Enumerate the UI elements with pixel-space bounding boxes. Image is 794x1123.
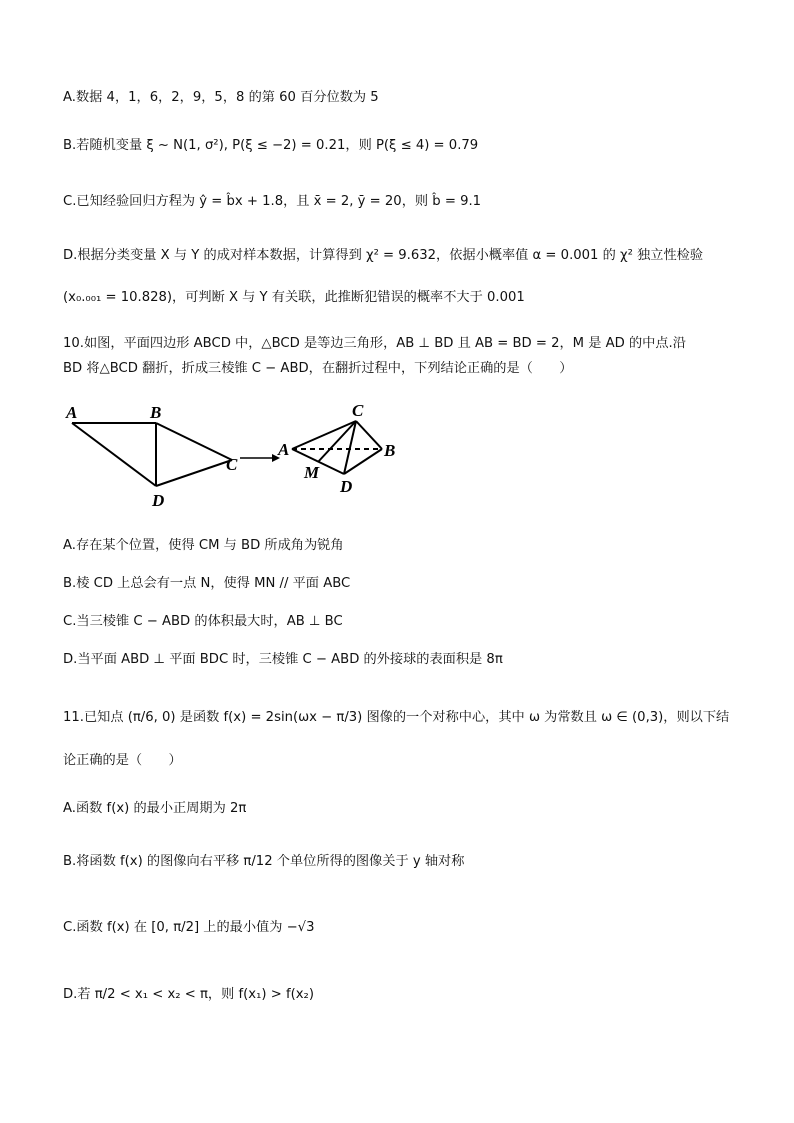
q11-stem-line2: 论正确的是（ ） (63, 753, 182, 768)
q10-option-d: D.当平面 ABD ⊥ 平面 BDC 时，三棱锥 C − ABD 的外接球的表面积是 8π (63, 652, 503, 667)
q10-stem-line1: 10.如图，平面四边形 ABCD 中，△BCD 是等边三角形，AB ⊥ BD 且 AB = BD = 2，M 是 AD 的中点.沿 (63, 336, 686, 351)
q9-option-b: B.若随机变量 ξ ~ N(1, σ²), P(ξ ≤ −2) = 0.21，则 P(ξ ≤ 4) = 0.79 (63, 138, 479, 153)
q11-stem-line1: 11.已知点 (π/6, 0) 是函数 f(x) = 2sin(ωx − π/3) 图像的一个对称中心，其中 ω 为常数且 ω ∈ (0,3)，则以下结 (63, 710, 730, 725)
q9-option-c: C.已知经验回归方程为 ŷ = b̂x + 1.8，且 x̄ = 2, ȳ = 20，则 b̂ = 9.1 (63, 194, 482, 209)
folding-figure (60, 398, 420, 510)
q10-option-b: B.棱 CD 上总会有一点 N，使得 MN // 平面 ABC (63, 576, 351, 591)
q11-option-b: B.将函数 f(x) 的图像向右平移 π/12 个单位所得的图像关于 y 轴对称 (63, 854, 465, 869)
q10-option-c: C.当三棱锥 C − ABD 的体积最大时，AB ⊥ BC (63, 614, 343, 629)
right-label-a: A (278, 440, 290, 459)
q10-stem-line2: BD 将△BCD 翻折，折成三棱锥 C − ABD，在翻折过程中，下列结论正确的是（ ） (63, 361, 573, 376)
planar-quadrilateral (72, 423, 232, 486)
left-label-d: D (152, 491, 165, 510)
right-label-c: C (352, 401, 364, 420)
q9-option-d-line2: (x₀.₀₀₁ = 10.828)，可判断 X 与 Y 有关联，此推断犯错误的概率不大于 0.001 (63, 290, 525, 305)
q9-option-d-line1: D.根据分类变量 X 与 Y 的成对样本数据，计算得到 χ² = 9.632，依据小概率值 α = 0.001 的 χ² 独立性检验 (63, 248, 704, 263)
q11-option-c: C.函数 f(x) 在 [0, π/2] 上的最小值为 −√3 (63, 920, 315, 935)
q9-option-a: A.数据 4，1，6，2，9，5，8 的第 60 百分位数为 5 (63, 90, 379, 105)
right-label-m: M (304, 463, 320, 482)
left-label-a: A (66, 403, 78, 422)
right-label-b: B (384, 441, 396, 460)
right-label-d: D (340, 477, 353, 496)
q11-option-d: D.若 π/2 < x₁ < x₂ < π，则 f(x₁) > f(x₂) (63, 987, 314, 1002)
left-label-b: B (150, 403, 162, 422)
q11-option-a: A.函数 f(x) 的最小正周期为 2π (63, 801, 247, 816)
q10-option-a: A.存在某个位置，使得 CM 与 BD 所成角为锐角 (63, 538, 344, 553)
left-label-c: C (226, 455, 238, 474)
arrow-icon (240, 454, 280, 462)
